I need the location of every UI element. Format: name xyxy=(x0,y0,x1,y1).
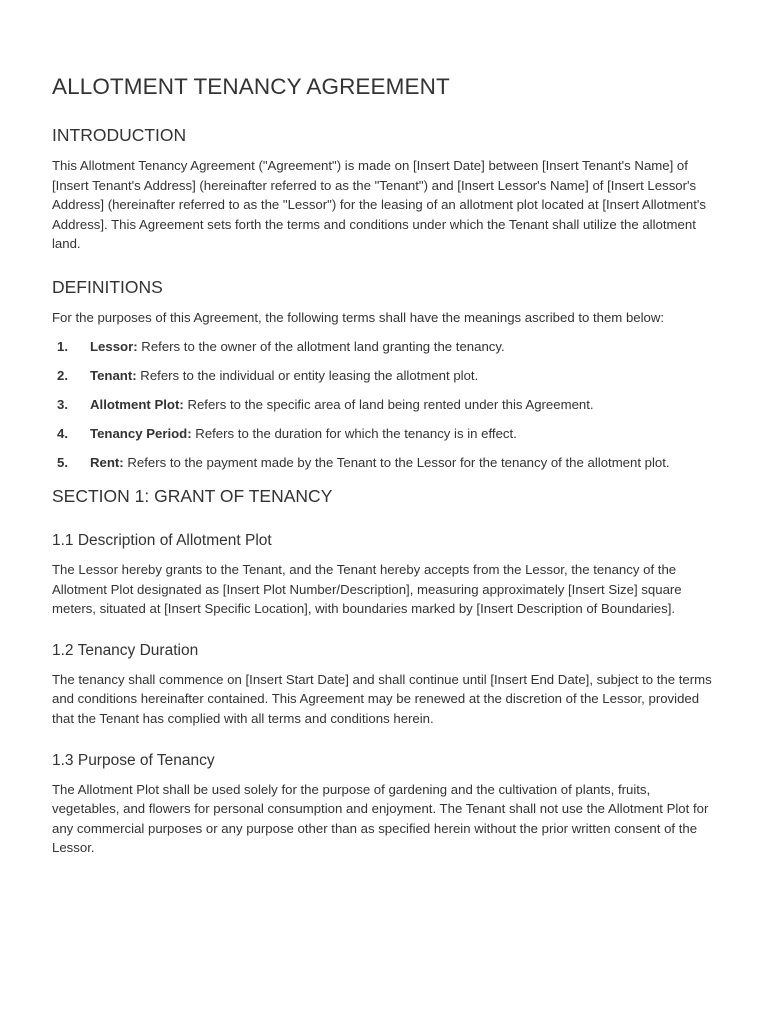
subsection-1-1-paragraph: The Lessor hereby grants to the Tenant, and the Tenant hereby accepts from the Lessor, the tenancy of the Allotment Plot designated as [Insert Plot Number/Description], measuring approximately [Insert Size] square meters, situated at [Insert Specific Location], with boundaries marked by [Insert Description of Boundaries]. xyxy=(52,562,682,617)
definition-number: 1. xyxy=(57,338,68,354)
subsection-1-1-heading: 1.1 Description of Allotment Plot xyxy=(52,532,272,550)
definition-term: Tenancy Period: xyxy=(90,425,192,441)
definitions-list xyxy=(52,337,720,473)
definitions-heading: DEFINITIONS xyxy=(52,276,163,297)
subsection-1-3-paragraph: The Allotment Plot shall be used solely for the purpose of gardening and the cultivation of plants, fruits, vegetables, and flowers for personal consumption and enjoyment. The Tenant shall not use the Allotment Plot for any commercial purposes or any purpose other than as specified herein without the prior written consent of the Lessor. xyxy=(52,781,709,856)
definition-term: Tenant: xyxy=(90,367,137,383)
section1-heading: SECTION 1: GRANT OF TENANCY xyxy=(52,486,333,507)
document-title: ALLOTMENT TENANCY AGREEMENT xyxy=(52,74,450,99)
definition-number: 3. xyxy=(57,396,68,412)
introduction-paragraph: This Allotment Tenancy Agreement ("Agreement") is made on [Insert Date] between [Insert Tenant's Name] of [Insert Tenant's Address] (hereinafter referred to as the "Tenant") and [Insert Lessor's Name] of [Insert Lessor's Address] (hereinafter referred to as the "Lessor") for the leasing of an allotment plot located at [Insert Allotment's Address]. This Agreement sets forth the terms and conditions under which the Tenant shall utilize the allotment land. xyxy=(52,158,707,252)
introduction-heading: INTRODUCTION xyxy=(52,125,187,145)
definition-item xyxy=(52,424,720,444)
definition-text: Refers to the payment made by the Tenant to the Lessor for the tenancy of the allotment plot. xyxy=(123,454,670,470)
definition-item xyxy=(52,395,720,415)
definitions-intro: For the purposes of this Agreement, the following terms shall have the meanings ascribed to them below: xyxy=(52,309,665,325)
definition-term: Allotment Plot: xyxy=(90,396,184,412)
definition-item xyxy=(52,366,720,386)
definition-item xyxy=(52,453,720,473)
subsection-1-2-heading: 1.2 Tenancy Duration xyxy=(52,641,199,659)
definition-text: Refers to the duration for which the tenancy is in effect. xyxy=(191,425,517,441)
definition-text: Refers to the specific area of land being rented under this Agreement. xyxy=(183,396,594,412)
subsection-1-3-heading: 1.3 Purpose of Tenancy xyxy=(52,751,215,769)
definition-text: Refers to the owner of the allotment land granting the tenancy. xyxy=(137,338,505,354)
definition-term: Lessor: xyxy=(90,338,138,354)
definition-number: 4. xyxy=(57,425,68,441)
definition-item xyxy=(52,337,720,357)
subsection-1-2-paragraph: The tenancy shall commence on [Insert Start Date] and shall continue until [Insert End Date], subject to the terms and conditions hereinafter contained. This Agreement may be renewed at the discretion of the Lessor, provided that the Tenant has complied with all terms and conditions herein. xyxy=(52,671,712,727)
definition-term: Rent: xyxy=(90,454,124,470)
document-page xyxy=(52,70,720,858)
definition-number: 2. xyxy=(57,367,68,383)
definition-text: Refers to the individual or entity leasing the allotment plot. xyxy=(136,367,479,383)
definition-number: 5. xyxy=(57,454,68,470)
